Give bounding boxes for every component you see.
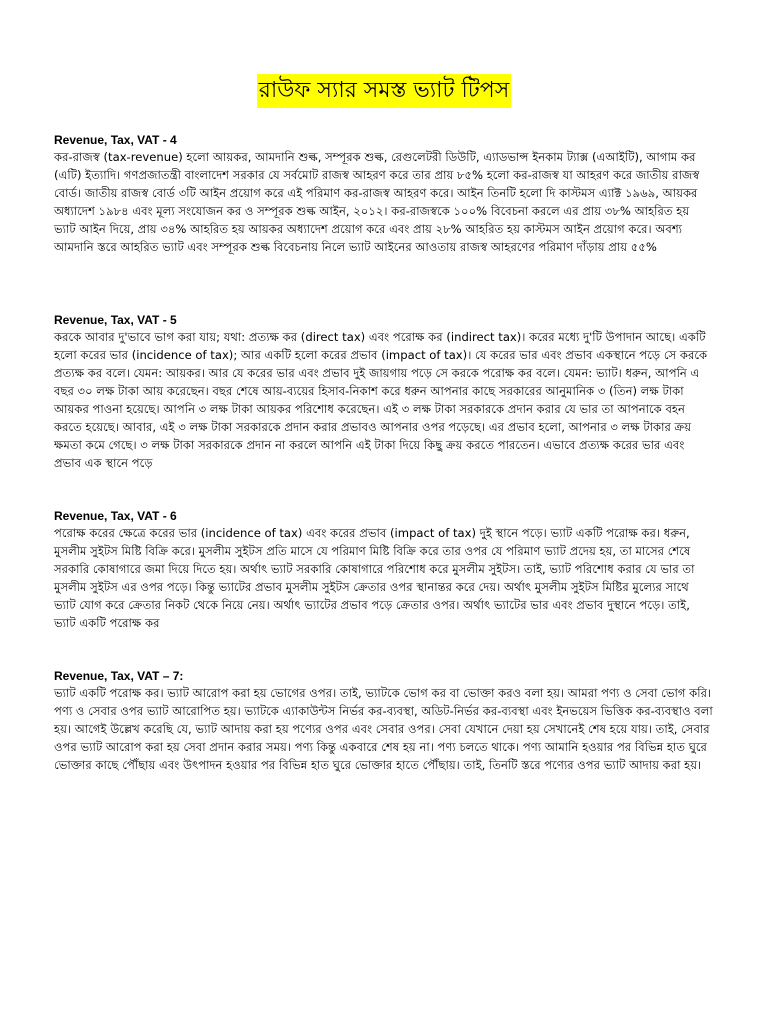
section-vat-7	[54, 668, 714, 774]
section-heading: Revenue, Tax, VAT – 7:	[54, 669, 184, 683]
section-vat-6	[54, 508, 714, 632]
section-vat-5	[54, 312, 714, 472]
section-body: পরোক্ষ করের ক্ষেত্রে করের ভার (incidence of tax) এবং করের প্রভাব (impact of tax) দুই স্থানে পড়ে। ভ্যাট একটি পরোক্ষ কর। ধরুন, মুসলীম সুইটস মিষ্টি বিক্রি করে। মুসলীম সুইটস প্রতি মাসে যে পরিমাণ মিষ্টি বিক্রি করে তার ওপর যে পরিমাণ ভ্যাট প্রদেয় হয়, তা মাসের শেষে সরকারি কোষাগারে জমা দিয়ে দিতে হয়। অর্থাৎ ভ্যাট সরকারি কোষাগারে পরিশোধ করে মুসলীম সুইটস। তাই, ভ্যাট পরিশোধ করার যে ভার তা মুসলীম সুইটস এর ওপর পড়ে। কিন্তু ভ্যাটের প্রভাব মুসলীম সুইটস ক্রেতার ওপর স্থানান্তর করে দেয়। অর্থাৎ মুসলীম সুইটস মিষ্টির মুল্যের সাথে ভ্যাট যোগ করে ক্রেতার নিকট থেকে নিয়ে নেয়। অর্থাৎ ভ্যাটের প্রভাব পড়ে ক্রেতার ওপর। অর্থাৎ ভ্যাটের ভার এবং প্রভাব দুস্থানে পড়ে। তাই, ভ্যাট একটি পরোক্ষ কর	[54, 526, 695, 630]
title-wrapper	[0, 74, 768, 108]
page-title: রাউফ স্যার সমস্ত ভ্যাট টিপস	[257, 74, 512, 108]
section-heading: Revenue, Tax, VAT - 5	[54, 313, 177, 327]
section-body: করকে আবার দু'ভাবে ভাগ করা যায়; যথা: প্রত্যক্ষ কর (direct tax) এবং পরোক্ষ কর (indirect tax)। করের মধ্যে দু'টি উপাদান আছে। একটি হলো করের ভার (incidence of tax); আর একটি হলো করের প্রভাব (impact of tax)। যে করের ভার এবং প্রভাব একস্থানে পড়ে সে করকে প্রত্যক্ষ কর বলে। যেমন: আয়কর। আর যে করের ভার এবং প্রভাব দুই জায়গায় পড়ে সে করকে পরোক্ষ কর বলে। যেমন: ভ্যাট। ধরুন, আপনি এ বছর ৩০ লক্ষ টাকা আয় করেছেন। বছর শেষে আয়-ব্যয়ের হিসাব-নিকাশ করে ধরুন আপনার কাছে সরকারের আনুমানিক ৩ (তিন) লক্ষ টাকা আয়কর পাওনা হয়েছে। আপনি ৩ লক্ষ টাকা আয়কর পরিশোধ করেছেন। এই ৩ লক্ষ টাকা সরকারকে প্রদান করার যে ভার তা আপনাকে বহন করতে হয়েছে। আবার, এই ৩ লক্ষ টাকা সরকারকে প্রদান করার প্রভাবও আপনার ওপর পড়েছে। এর প্রভাব হলো, আপনার ৩ লক্ষ টাকার ক্রয় ক্ষমতা কমে গেছে। ৩ লক্ষ টাকা সরকারকে প্রদান না করলে আপনি এই টাকা দিয়ে কিছু ক্রয় করতে পারতেন। এভাবে প্রত্যক্ষ করের ভার এবং প্রভাব এক স্থানে পড়ে	[54, 330, 708, 470]
section-vat-4	[54, 132, 714, 256]
section-body: কর-রাজস্ব (tax-revenue) হলো আয়কর, আমদানি শুল্ক, সম্পূরক শুল্ক, রেগুলেটরী ডিউটি, এ্যাডভান্স ইনকাম ট্যাক্স (এআইটি), আগাম কর (এটি) ইত্যাদি। গণপ্রজাতন্ত্রী বাংলাদেশ সরকার যে সর্বমোট রাজস্ব আহরণ করে তার প্রায় ৮৫% হলো কর-রাজস্ব যা আহরণ করে জাতীয় রাজস্ব বোর্ড। জাতীয় রাজস্ব বোর্ড ৩টি আইন প্রয়োগ করে এই পরিমাণ কর-রাজস্ব আহরণ করে। আইন তিনটি হলো দি কাস্টমস এ্যাক্ট ১৯৬৯, আয়কর অধ্যাদেশ ১৯৮৪ এবং মূল্য সংযোজন কর ও সম্পূরক শুল্ক আইন, ২০১২। কর-রাজস্বকে ১০০% বিবেচনা করলে এর প্রায় ৩৮% আহরিত হয় ভ্যাট আইন দিয়ে, প্রায় ৩৪% আহরিত হয় আয়কর অধ্যাদেশ প্রয়োগ করে এবং প্রায় ২৮% আহরিত হয় কাস্টমস আইন প্রয়োগ করে। অবশ্য আমদানি স্তরে আহরিত ভ্যাট এবং সম্পূরক শুল্ক বিবেচনায় নিলে ভ্যাট আইনের আওতায় রাজস্ব আহরণের পরিমাণ দাঁড়ায় প্রায় ৫৫%	[54, 150, 700, 254]
section-heading: Revenue, Tax, VAT - 4	[54, 133, 177, 147]
section-body: ভ্যাট একটি পরোক্ষ কর। ভ্যাট আরোপ করা হয় ভোগের ওপর। তাই, ভ্যাটকে ভোগ কর বা ভোক্তা করও বলা হয়। আমরা পণ্য ও সেবা ভোগ করি। পণ্য ও সেবার ওপর ভ্যাট আরোপিত হয়। ভ্যাটকে এ্যাকাউন্টস নির্ভর কর-ব্যবস্থা, অডিট-নির্ভর কর-ব্যবস্থা এবং ইনভয়েস ভিত্তিক কর-ব্যবস্থাও বলা হয়। আগেই উল্লেখ করেছি যে, ভ্যাট আদায় করা হয় পণ্যের ওপর এবং সেবার ওপর। সেবা যেখানে দেয়া হয় সেখানেই শেষ হয়ে যায়। তাই, সেবার ওপর ভ্যাট আরোপ করা হয় সেবা প্রদান করার সময়। পণ্য কিন্তু একবারে শেষ হয় না। পণ্য চলতে থাকে। পণ্য আমানি হওয়ার পর বিভিন্ন হাত ঘুরে ভোক্তার কাছে পৌঁছায় এবং উৎপাদন হওয়ার পর বিভিন্ন হাত ঘুরে ভোক্তার হাতে পৌঁছায়। তাই, তিনটি স্তরে পণ্যের ওপর ভ্যাট আদায় করা হয়।	[54, 686, 713, 772]
section-heading: Revenue, Tax, VAT - 6	[54, 509, 177, 523]
